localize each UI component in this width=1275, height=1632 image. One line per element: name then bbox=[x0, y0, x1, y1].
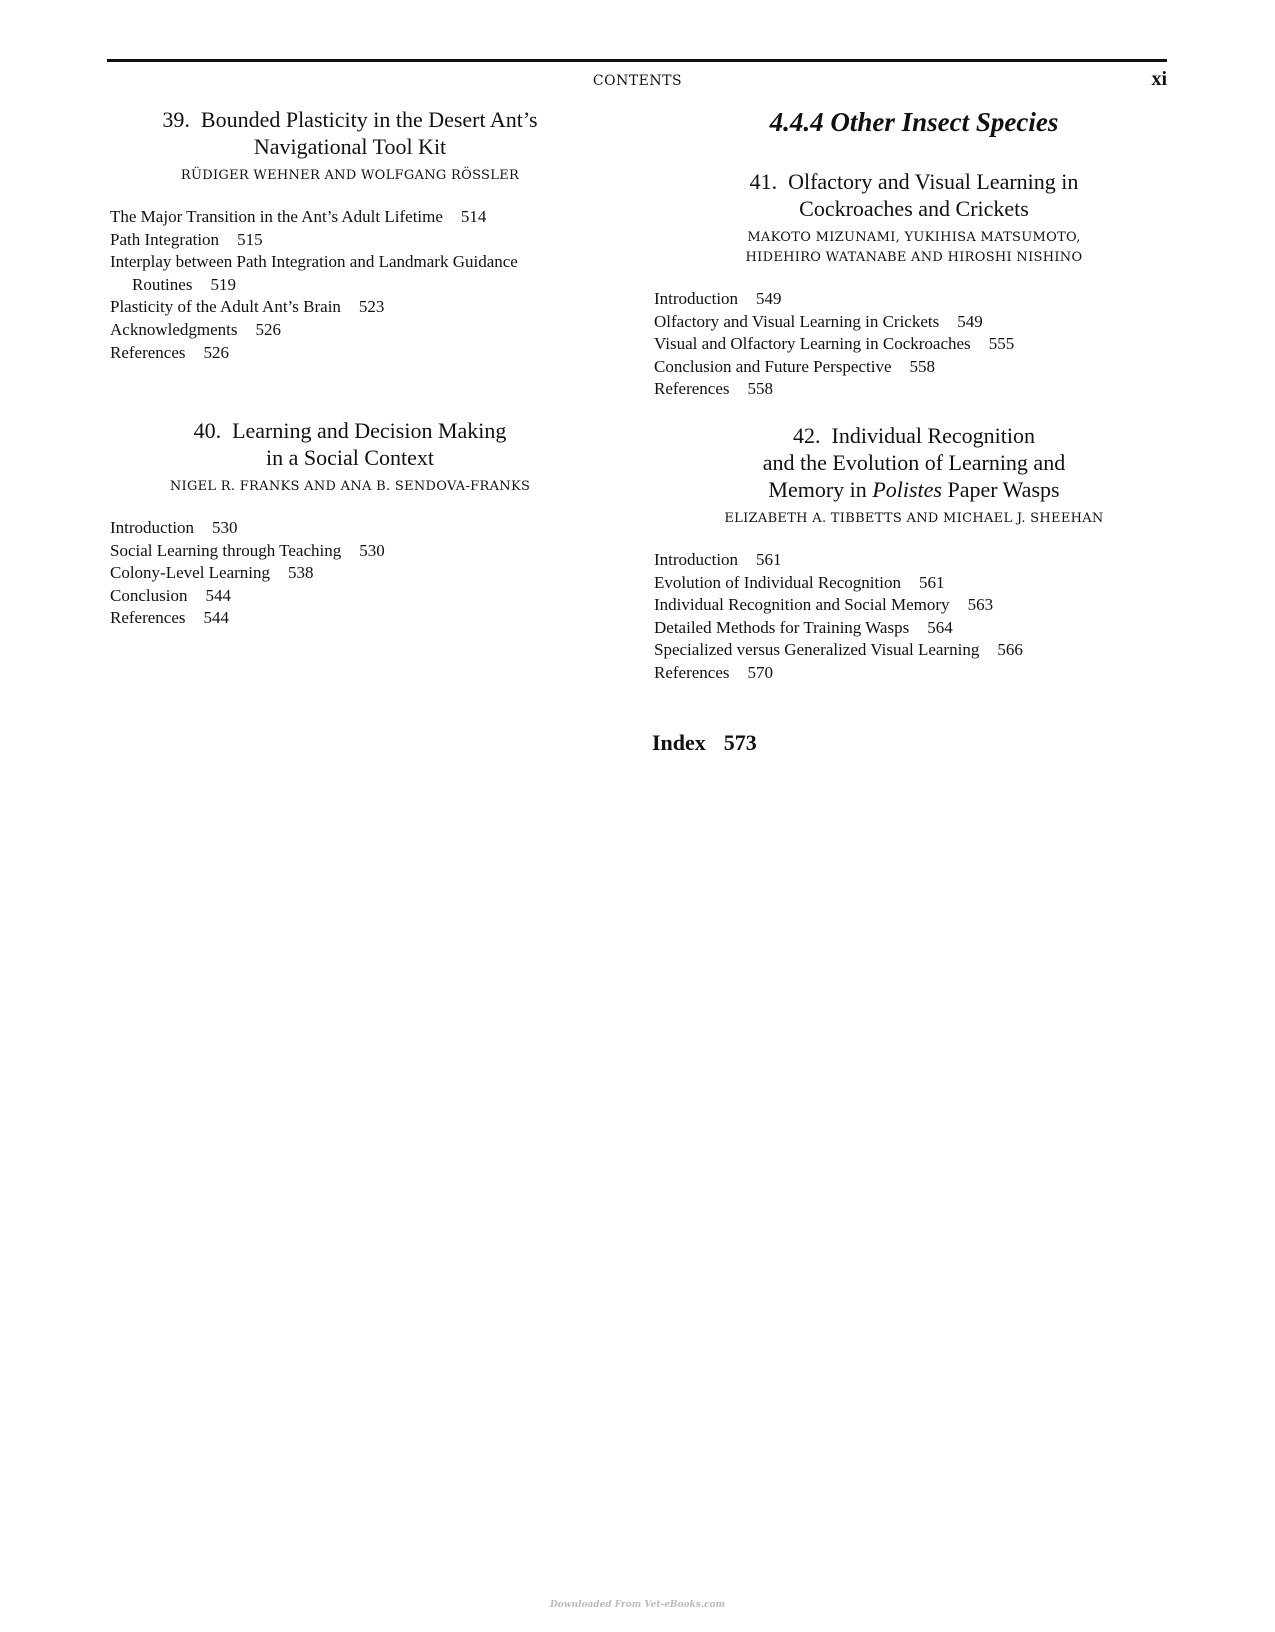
toc-entry[interactable]: Detailed Methods for Training Wasps 564 bbox=[654, 617, 953, 637]
toc-entry[interactable]: Introduction 530 bbox=[110, 518, 238, 537]
toc-entry[interactable]: Interplay between Path Integration and Landmark Guidance Routines 519 bbox=[110, 252, 518, 294]
toc-entry[interactable]: Visual and Olfactory Learning in Cockroaches 555 bbox=[654, 334, 1015, 354]
watermark: Downloaded From Vet-eBooks.com bbox=[550, 1600, 725, 1610]
toc-entry[interactable]: Evolution of Individual Recognition 561 bbox=[654, 572, 945, 592]
toc-entry[interactable]: Social Learning through Teaching 530 bbox=[110, 540, 385, 560]
chapter-authors: ELIZABETH A. TIBBETTS AND MICHAEL J. SHEEHAN bbox=[724, 511, 1104, 526]
chapter-40 bbox=[110, 417, 590, 630]
chapter-title: 39. Bounded Plasticity in the Desert Ant’s Navigational Tool Kit bbox=[162, 107, 538, 159]
toc-entries bbox=[654, 288, 1174, 401]
toc-entry[interactable]: Specialized versus Generalized Visual Learning 566 bbox=[654, 640, 1023, 660]
chapter-title: 41. Olfactory and Visual Learning in Cockroaches and Crickets bbox=[749, 169, 1079, 221]
toc-entries bbox=[110, 517, 590, 630]
toc-entry[interactable]: Colony-Level Learning 538 bbox=[110, 563, 314, 583]
toc-entry[interactable]: Acknowledgments 526 bbox=[110, 319, 281, 339]
toc-entry[interactable]: References 558 bbox=[654, 379, 774, 399]
toc-entries bbox=[110, 206, 590, 364]
chapter-authors: RÜDIGER WEHNER AND WOLFGANG RÖSSLER bbox=[180, 168, 520, 183]
toc-entry[interactable]: Introduction 549 bbox=[654, 289, 782, 308]
toc-entry[interactable]: References 526 bbox=[110, 342, 230, 362]
section-4-4-4 bbox=[654, 107, 1174, 138]
toc-entry[interactable]: Olfactory and Visual Learning in Crickets 549 bbox=[654, 311, 983, 331]
chapter-authors: NIGEL R. FRANKS AND ANA B. SENDOVA-FRANKS bbox=[169, 479, 531, 494]
toc-entry[interactable]: Introduction 561 bbox=[654, 550, 782, 569]
chapter-title: 40. Learning and Decision Making in a Social Context bbox=[193, 418, 507, 470]
running-head: CONTENTS bbox=[592, 73, 683, 89]
index-entry[interactable] bbox=[652, 730, 1172, 756]
toc-entry[interactable]: Conclusion and Future Perspective 558 bbox=[654, 356, 935, 376]
toc-entry[interactable]: References 544 bbox=[110, 608, 230, 628]
toc-entry[interactable]: The Major Transition in the Ant’s Adult Lifetime 514 bbox=[110, 207, 487, 226]
page-number: xi bbox=[1151, 68, 1167, 90]
chapter-title: 42. Individual Recognition and the Evolution of Learning and Memory in Polistes Paper Wasps bbox=[762, 423, 1066, 502]
toc-entry[interactable]: Conclusion 544 bbox=[110, 585, 231, 605]
section-heading: 4.4.4 Other Insect Species bbox=[769, 107, 1059, 137]
chapter-39 bbox=[110, 106, 590, 364]
toc-entry[interactable]: Individual Recognition and Social Memory 563 bbox=[654, 595, 994, 615]
toc-entry[interactable]: Plasticity of the Adult Ant’s Brain 523 bbox=[110, 297, 385, 317]
header-rule bbox=[107, 59, 1167, 62]
chapter-41 bbox=[654, 168, 1174, 401]
toc-entries bbox=[654, 549, 1174, 685]
chapter-42 bbox=[654, 422, 1174, 685]
index-label: Index bbox=[652, 730, 706, 755]
chapter-authors: MAKOTO MIZUNAMI, YUKIHISA MATSUMOTO, HIDEHIRO WATANABE AND HIROSHI NISHINO bbox=[745, 230, 1083, 265]
toc-entry[interactable]: References 570 bbox=[654, 662, 774, 682]
index-page: 573 bbox=[723, 730, 757, 755]
toc-entry[interactable]: Path Integration 515 bbox=[110, 229, 263, 249]
